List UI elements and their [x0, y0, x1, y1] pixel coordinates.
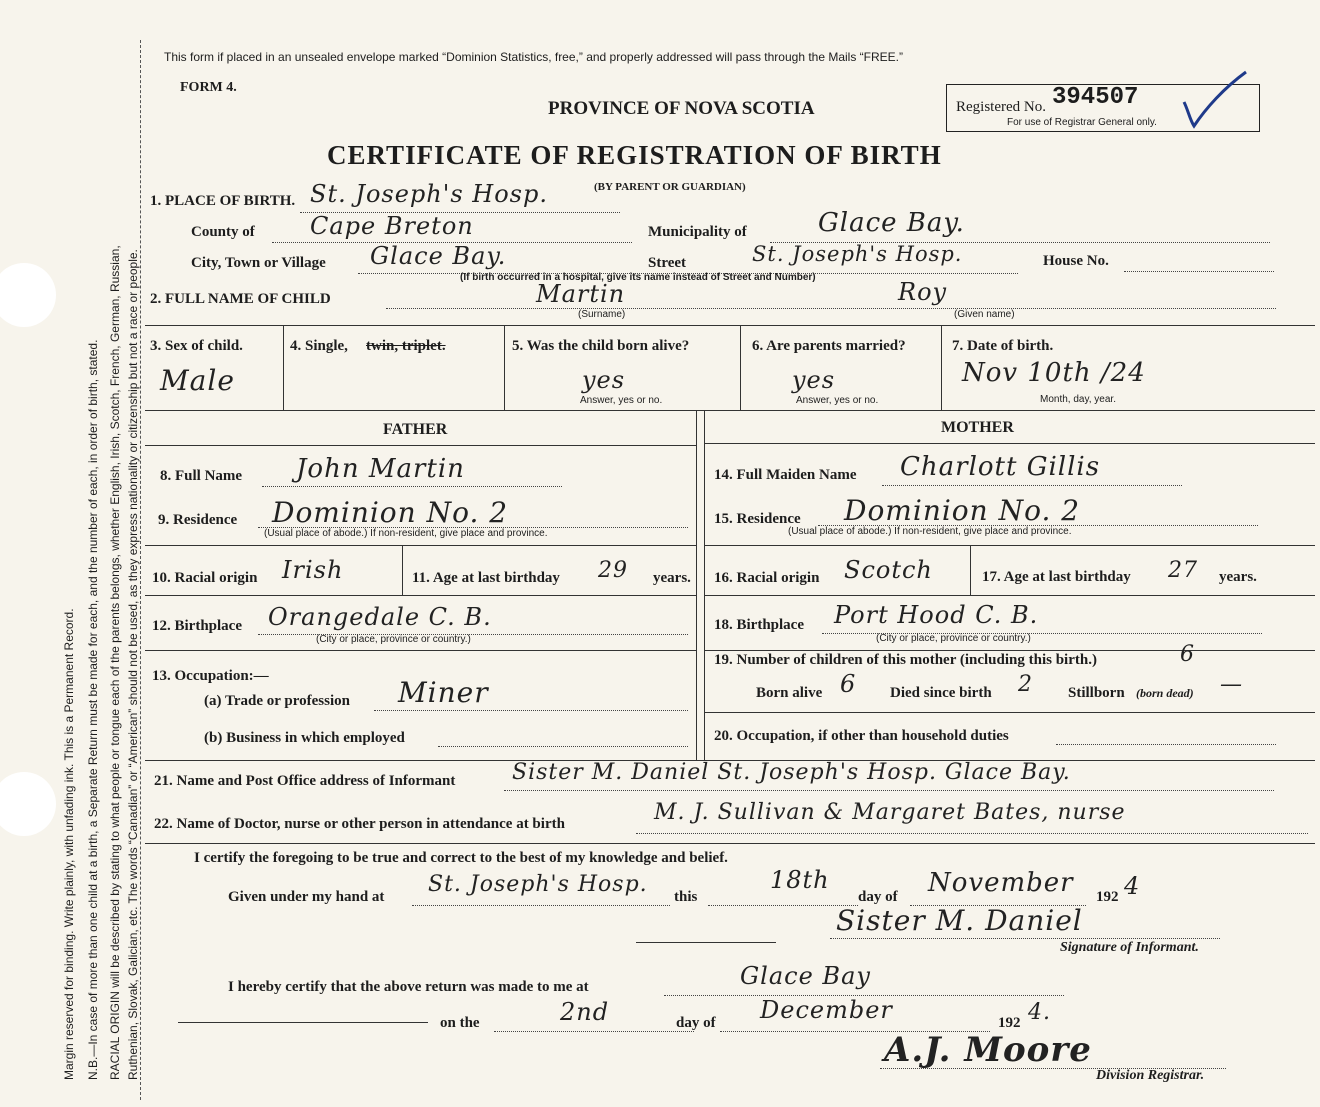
divider [145, 445, 696, 446]
business-label: (b) Business in which employed [204, 730, 405, 746]
registered-number: 394507 [1052, 84, 1139, 111]
on-the-label: on the [440, 1015, 480, 1031]
registrar-statement: I hereby certify that the above return was made to me at [228, 979, 589, 995]
divider [704, 712, 1315, 713]
fill-line [1124, 271, 1274, 272]
form-number: FORM 4. [180, 80, 237, 95]
father-age-label: 11. Age at last birthday [412, 570, 560, 586]
house-label: House No. [1043, 253, 1109, 269]
given-day-of-label: day of [858, 889, 898, 905]
fill-line [1056, 744, 1276, 745]
informant-signature: Sister M. Daniel [836, 904, 1083, 937]
margin-note: RACIAL ORIGIN will be described by stating to what people or tongue each of the parents belongs, whether English, Irish, Scotch, French, German, Russian, [108, 245, 122, 1080]
column-divider [696, 410, 697, 760]
informant-label: 21. Name and Post Office address of Informant [154, 773, 456, 789]
given-day-value: 18th [770, 866, 830, 894]
county-label: County of [191, 224, 255, 240]
answer-note: Answer, yes or no. [580, 395, 663, 406]
divider [145, 410, 1315, 411]
divider [145, 843, 1315, 844]
this-label: this [674, 889, 698, 905]
fill-line [262, 486, 562, 487]
mother-years-label: years. [1219, 569, 1257, 585]
born-alive-count-label: Born alive [756, 685, 823, 701]
given-note: (Given name) [954, 309, 1015, 320]
divider [283, 325, 284, 410]
children-count-label: 19. Number of children of this mother (including this birth.) [714, 652, 1097, 668]
father-race-value: Irish [282, 556, 344, 584]
checkmark-icon [1180, 68, 1250, 132]
margin-note: Ruthenian, Slovak, Galician, etc. The words “Canadian” or “American” should not be used, as they express nationality or citizenship but not a race or people. [126, 249, 140, 1080]
surname-note: (Surname) [578, 309, 626, 320]
divider [704, 595, 1315, 596]
street-value: St. Joseph's Hosp. [752, 242, 963, 266]
fill-line [386, 308, 1276, 309]
father-age-value: 29 [598, 558, 628, 583]
born-alive-value: yes [582, 366, 626, 394]
parents-married-value: yes [792, 366, 836, 394]
fill-line [374, 710, 688, 711]
given-year-value: 4 [1124, 872, 1141, 900]
registrar-year-value: 4. [1028, 1000, 1051, 1025]
place-of-birth-value: St. Joseph's Hosp. [310, 180, 548, 208]
given-year-prefix: 192 [1096, 889, 1119, 905]
born-alive-count-value: 6 [840, 670, 857, 698]
registrar-day-value: 2nd [560, 998, 610, 1026]
divider [704, 443, 1315, 444]
given-at-value: St. Joseph's Hosp. [428, 872, 648, 897]
fill-line [504, 790, 1274, 791]
municipality-label: Municipality of [648, 224, 747, 240]
died-since-birth-label: Died since birth [890, 685, 992, 701]
died-since-birth-value: 2 [1018, 672, 1033, 697]
mother-name-value: Charlott Gillis [900, 452, 1101, 482]
mother-age-label: 17. Age at last birthday [982, 569, 1131, 585]
mother-city-note: (City or place, province or country.) [876, 633, 1031, 644]
place-of-birth-label: 1. PLACE OF BIRTH. [150, 193, 296, 209]
dob-label: 7. Date of birth. [952, 338, 1054, 354]
province-heading: PROVINCE OF NOVA SCOTIA [548, 98, 815, 119]
divider [704, 650, 1315, 651]
divider [145, 650, 696, 651]
divider [145, 325, 1315, 326]
mother-occupation-label: 20. Occupation, if other than household duties [714, 728, 1009, 744]
registrar-day-of-label: day of [676, 1015, 716, 1031]
divider [740, 325, 741, 410]
dob-value: Nov 10th /24 [962, 358, 1146, 388]
answer-note: Answer, yes or no. [796, 395, 879, 406]
registrar-month-value: December [760, 996, 893, 1024]
page-title: CERTIFICATE OF REGISTRATION OF BIRTH [327, 140, 942, 170]
father-abode-note: (Usual place of abode.) If non-resident, give place and province. [264, 528, 548, 539]
father-residence-value: Dominion No. 2 [272, 496, 509, 529]
street-label: Street [648, 255, 687, 271]
trade-value: Miner [398, 676, 489, 709]
given-month-value: November [928, 868, 1074, 898]
registrar-place-value: Glace Bay [740, 962, 871, 990]
binding-margin-line [140, 40, 141, 1100]
divider [636, 942, 776, 943]
signature-line [830, 938, 1220, 939]
fill-line [882, 485, 1182, 486]
mother-name-label: 14. Full Maiden Name [714, 467, 857, 483]
registrar-year-prefix: 192 [998, 1015, 1021, 1031]
father-years-label: years. [653, 570, 691, 586]
children-count-value: 6 [1180, 642, 1195, 667]
mother-race-label: 16. Racial origin [714, 570, 820, 586]
fill-line [494, 1031, 694, 1032]
divider [970, 545, 971, 595]
father-birthplace-value: Orangedale C. B. [268, 603, 492, 631]
father-race-label: 10. Racial origin [152, 570, 258, 586]
hospital-note: (If birth occurred in a hospital, give its name instead of Street and Number) [460, 272, 816, 283]
margin-note: N.B.—In case of more than one child at a birth, a Separate Return must be made for each, and the number of each, in order of birth, stated. [86, 339, 100, 1080]
margin-note: Margin reserved for binding. Write plainly, with unfading ink. This is a Permanent Record. [62, 608, 76, 1080]
child-surname: Martin [536, 280, 626, 308]
parents-married-label: 6. Are parents married? [752, 338, 906, 354]
city-value: Glace Bay. [370, 242, 507, 270]
informant-value: Sister M. Daniel St. Joseph's Hosp. Glace Bay. [512, 760, 1071, 785]
divider [145, 595, 696, 596]
divider [504, 325, 505, 410]
doctor-value: M. J. Sullivan & Margaret Bates, nurse [654, 800, 1126, 825]
city-label: City, Town or Village [191, 255, 326, 271]
column-divider [704, 410, 705, 760]
mother-abode-note: (Usual place of abode.) If non-resident, give place and province. [788, 526, 1072, 537]
stillborn-note: (born dead) [1136, 686, 1194, 700]
father-occupation-label: 13. Occupation:— [152, 668, 269, 684]
mother-heading: MOTHER [941, 419, 1014, 436]
born-alive-label: 5. Was the child born alive? [512, 338, 690, 354]
registrar-note: For use of Registrar General only. [1007, 117, 1157, 128]
mother-birthplace-label: 18. Birthplace [714, 617, 804, 633]
fill-line [636, 833, 1308, 834]
trade-label: (a) Trade or profession [204, 693, 350, 709]
mother-residence-value: Dominion No. 2 [844, 494, 1081, 527]
father-heading: FATHER [383, 421, 448, 438]
father-name-label: 8. Full Name [160, 468, 243, 484]
mail-notice: This form if placed in an unsealed envelope marked “Dominion Statistics, free,” and properly addressed will pass through the Mails “FREE.” [164, 50, 904, 64]
stillborn-label: Stillborn [1068, 685, 1125, 701]
divider [941, 325, 942, 410]
divider [402, 545, 403, 595]
county-value: Cape Breton [310, 212, 474, 240]
given-at-label: Given under my hand at [228, 889, 385, 905]
page-subtitle: (BY PARENT OR GUARDIAN) [594, 181, 746, 193]
mother-age-value: 27 [1168, 558, 1198, 583]
doctor-label: 22. Name of Doctor, nurse or other person in attendance at birth [154, 816, 565, 832]
father-name-value: John Martin [296, 454, 465, 484]
father-birthplace-label: 12. Birthplace [152, 618, 242, 634]
child-given-name: Roy [898, 278, 948, 306]
dob-note: Month, day, year. [1040, 394, 1116, 405]
mother-residence-label: 15. Residence [714, 511, 801, 527]
municipality-value: Glace Bay. [818, 208, 965, 238]
mother-race-value: Scotch [844, 556, 933, 584]
mother-birthplace-value: Port Hood C. B. [834, 601, 1039, 629]
sex-value: Male [160, 364, 235, 397]
father-city-note: (City or place, province or country.) [316, 634, 471, 645]
registrar-signature: A.J. Moore [884, 1030, 1092, 1070]
sex-label: 3. Sex of child. [150, 338, 243, 354]
twin-triplet-struck: twin, triplet. [366, 338, 446, 354]
child-name-label: 2. FULL NAME OF CHILD [150, 291, 331, 307]
divider [704, 545, 1315, 546]
fill-line [412, 905, 670, 906]
certify-statement: I certify the foregoing to be true and correct to the best of my knowledge and belief. [194, 850, 728, 866]
registrar-signature-label: Division Registrar. [1096, 1068, 1205, 1083]
informant-signature-label: Signature of Informant. [1060, 940, 1199, 955]
stillborn-value: — [1220, 672, 1243, 697]
registered-label: Registered No. [956, 99, 1046, 115]
fill-line [438, 746, 688, 747]
divider [145, 545, 696, 546]
divider [178, 1022, 428, 1023]
single-label: 4. Single, [290, 338, 348, 354]
father-residence-label: 9. Residence [158, 512, 238, 528]
